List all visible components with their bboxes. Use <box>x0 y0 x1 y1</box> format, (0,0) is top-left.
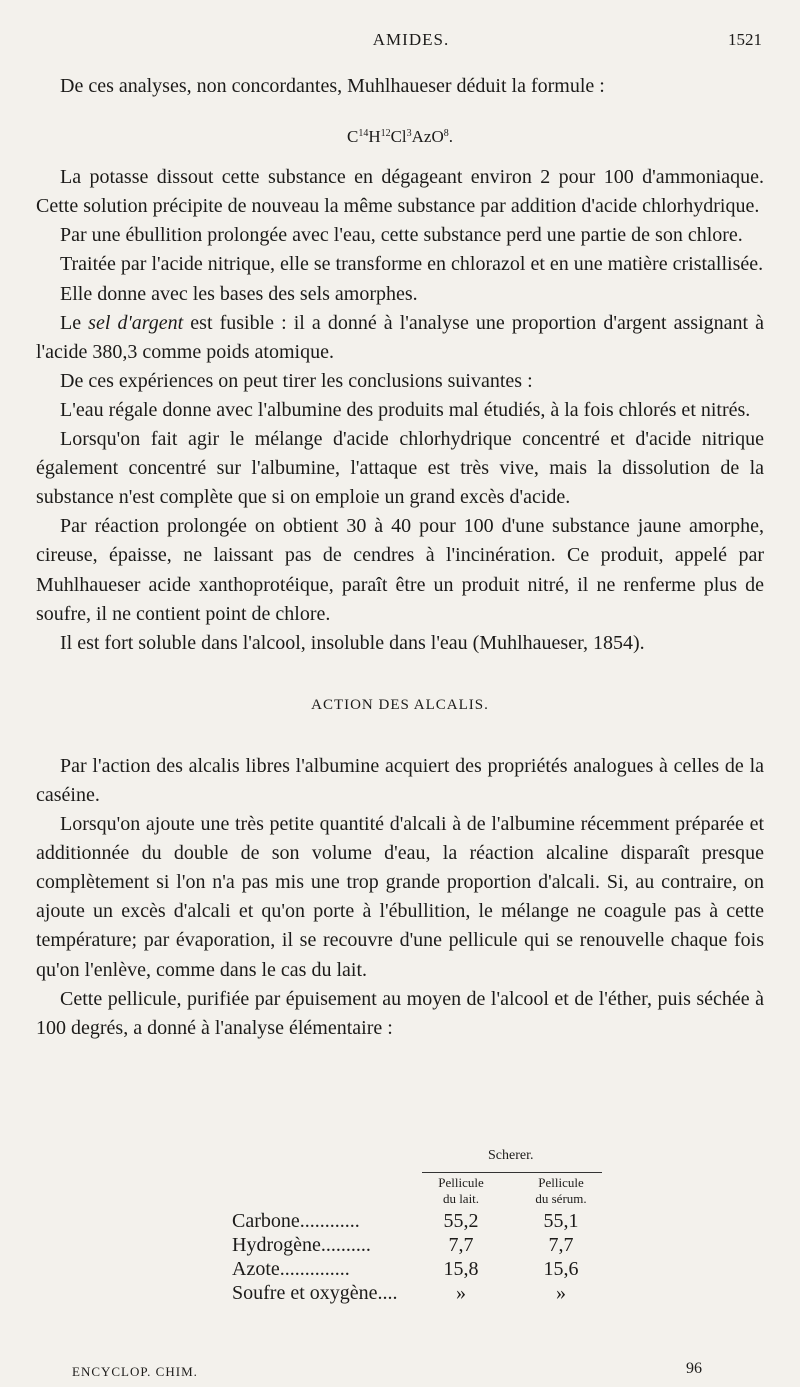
footer-signature: ENCYCLOP. CHIM. <box>72 1364 198 1379</box>
table-rule <box>422 1172 602 1173</box>
paragraph-eau-regale: L'eau régale donne avec l'albumine des produits mal étudiés, à la fois chlorés et nitrés. <box>60 398 751 421</box>
running-title: AMIDES. <box>372 30 450 49</box>
chemical-formula: $C^{14}H^{12}Cl^3AzO^8$. <box>346 127 454 147</box>
paragraph-acide-nitrique: Traitée par l'acide nitrique, elle se transforme en chlorazol et en une matière cristallisée. <box>60 253 764 276</box>
table-source: Scherer. <box>488 1148 534 1163</box>
running-head <box>60 30 762 54</box>
body-text <box>36 72 764 1043</box>
paragraph-alcalis-libres: Par l'action des alcalis libres l'albumine acquiert des propriétés analogues à celles de la caséine. <box>36 754 764 806</box>
paragraph-potasse: La potasse dissout cette substance en dégageant environ 2 pour 100 d'ammoniaque. Cette solution précipite de nouveau la même substance par addition d'acide chlorhydrique. <box>36 166 764 218</box>
table-row: Soufre et oxygène.... » » <box>232 1282 566 1304</box>
page-number: 1521 <box>728 30 762 49</box>
sel-argent-term: sel d'argent <box>88 311 184 334</box>
table-row: Azote.............. 15,8 15,6 <box>232 1258 579 1280</box>
section-heading: ACTION DES ALCALIS. <box>311 696 489 713</box>
table-row: Hydrogène.......... 7,7 7,7 <box>232 1234 574 1256</box>
paragraph-pellicule: Cette pellicule, purifiée par épuisement au moyen de l'alcool et de l'éther, puis séchée à 100 degrés, a donné à l'analyse élémentaire : <box>36 987 764 1039</box>
paragraph-solubilite: Il est fort soluble dans l'alcool, insoluble dans l'eau (Muhlhaueser, 1854). <box>60 631 645 654</box>
table-row: Carbone............ 55,2 55,1 <box>232 1210 579 1232</box>
paragraph-sels-amorphes: Elle donne avec les bases des sels amorphes. <box>60 282 418 305</box>
paragraph-ebullition: Par une ébullition prolongée avec l'eau, cette substance perd une partie de son chlore. <box>60 224 743 247</box>
column-header-serum: Pellicule du sérum. <box>535 1175 587 1206</box>
column-header-lait: Pellicule du lait. <box>438 1175 484 1206</box>
paragraph-melange-acides: Lorsqu'on fait agir le mélange d'acide chlorhydrique concentré et d'acide nitrique également concentré sur l'albumine, l'attaque est très vive, mais la dissolution de la substance n'est complète que si on emploie un grand excès d'acide. <box>36 428 764 509</box>
paragraph-petite-quantite: Lorsqu'on ajoute une très petite quantité d'alcali à de l'albumine récemment préparée et additionnée du double de son volume d'eau, la réaction alcaline disparaît presque complètement si l'on n'a pas mis une trop grande proportion d'alcali. Si, au contraire, on ajoute un excès d'alcali et qu'on porte à l'ébullition, le mélange ne coagule pas à cette température; par évaporation, il se recouvre d'une pellicule qui se renouvelle chaque fois qu'on l'enlève, comme dans le cas du lait. <box>36 813 764 981</box>
paragraph-sel-argent: Le sel d'argent est fusible : il a donné à l'analyse une proportion d'argent assignant à l'acide 380,3 comme poids atomique. <box>36 311 765 363</box>
paragraph-conclusions: De ces expériences on peut tirer les conclusions suivantes : <box>60 369 533 392</box>
paragraph-reaction-prolongee: Par réaction prolongée on obtient 30 à 40 pour 100 d'une substance jaune amorphe, cireuse, épaisse, ne laissant pas de cendres à l'incinération. Ce produit, appelé par Muhlhaueser acide xanthoprotéique, paraît être un produit nitré, il ne renferme plus de soufre, il ne contient point de chlore. <box>36 515 764 625</box>
paragraph-analyses: De ces analyses, non concordantes, Muhlhaueser déduit la formule : <box>60 75 605 97</box>
footer-sheet-number: 96 <box>686 1360 702 1377</box>
